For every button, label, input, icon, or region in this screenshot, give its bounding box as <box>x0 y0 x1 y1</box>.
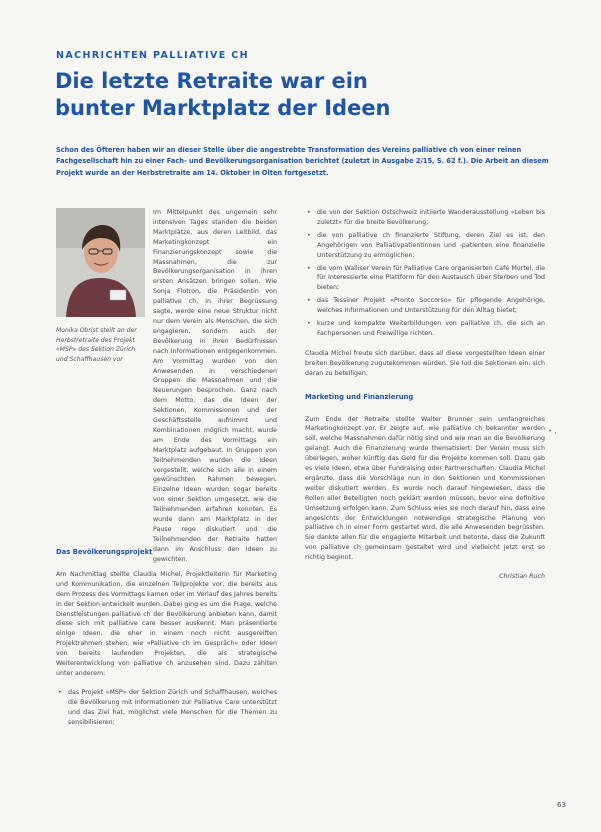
left-column-body <box>56 548 277 738</box>
list-item: • die von palliative ch finanzierte Stiftung, deren Ziel es ist, den Angehörigen von Palliativpatientinnen und -patienten eine finanzielle Unterstützung zu ermöglichen; <box>305 231 545 261</box>
list-item: • das Tessiner Projekt «Pronto Soccorso» für pflegende Angehörige, welches Informationen und Unterstützung für den Alltag bietet; <box>305 296 545 316</box>
margin-mark: • , <box>548 427 557 435</box>
list-item: • das Projekt «MSP» der Sektion Zürich und Schaffhausen, welches die Bevölkerung mit Informationen zur Palliative Care unterstützt und das Ziel hat, möglichst viele Menschen für die Themen zu sensibilisieren; <box>56 688 277 728</box>
author-signature: Christian Ruch <box>499 573 545 581</box>
list-item: • die vom Walliser Verein für Palliative Care organisierten Café Mortel, die für Interessierte eine Plattform für den Austausch über Sterben und Tod bieten; <box>305 264 545 294</box>
list-item: • kurze und kompakte Weiterbildungen von palliative ch, die sich an Fachpersonen und Freiwillige richten. <box>305 319 545 339</box>
portrait-photo <box>56 208 145 317</box>
left-column-intro <box>153 208 277 574</box>
section-kicker: NACHRICHTEN PALLIATIVE CH <box>56 50 250 61</box>
right-column <box>305 208 545 582</box>
bevoelkerungsprojekt-paragraph: Am Nachmittag stellte Claudia Michel, Projektleiterin für Marketing und Kommunikation, die einzelnen Teilprojekte vor, die bereits aus dem Prozess des Vormittags kamen oder im Verlauf des Jahres bereits in der Sektion entwickelt wurden. Dabei ging es um die Frage, welche Dienstleistungen palliative ch der Bevölkerung anbieten kann, damit diese sich mit palliative care besser auskennt. Man präsentierte einige Ideen, die eher in einem noch nicht ausgereiften Projektrahmen stehen, wie «Palliative ch im Gespräch» oder Ideen von bereits laufenden Projekten, die als strategische Weiterentwicklung von palliative ch anzusehen sind. Dazu zählten unter anderem: <box>56 570 277 677</box>
article-title <box>55 68 475 122</box>
section-heading-bevoelkerungsprojekt: Das Bevölkerungsprojekt <box>56 548 153 556</box>
intro-paragraph: Im Mittelpunkt des ungemein sehr intensiven Tages standen die beiden Marktplätze, aus deren Leitbild, das Marketingkonzept ein Finanzierungskonzept sowie die Massnahmen, die zur Bevölkerungsorganisation in ihren ersten Ansätzen bringen sollen. Wie Sonja Flotron, die Präsidentin von palliative ch, in ihrer Begrüssung sagte, werde eine neue Struktur nicht nur dem Verein als Menschen, die sich engagieren, sondern auch der Bevölkerung in ihren Bedürfnissen nach Informationen entgegenkommen. Am Vormittag wurden von den Anwesenden in verschiedenen Gruppen die Massnahmen und die Neuerungen besprochen. Ganz nach dem Motto, das die Ideen der Sektionen, Kommissionen und der Geschäftsstelle aufnimmt und Kombinationen möglich macht, wurde am Ende des Vormittags ein Marktplatz aufgebaut. In Gruppen von Teilnehmenden wurden die Ideen vorgestellt, welche sich alle in einem gewünschten Rahmen bewegen. Einzelne Ideen wurden sogar bereits von einer Sektion umgesetzt, wie die Teilnehmenden erfahren konnten. Es wurde dann am Marktplatz in der Pause rege diskutiert und die Teilnehmenden der Retraite hatten dann im Anschluss den Ideen zu gewichten. <box>153 209 277 563</box>
list-item: • die von der Sektion Ostschweiz initiierte Wanderausstellung «Leben bis zuletzt» für die breite Bevölkerung; <box>305 208 545 228</box>
page-number: 63 <box>557 801 566 809</box>
section-heading-marketing: Marketing und Finanzierung <box>305 392 414 401</box>
lead-paragraph: Schon des Öfteren haben wir an dieser Stelle über die angestrebte Transformation des Vereins palliative ch von einer reinen Fachgesellschaft hin zu einer Fach- und Bevölkerungsorganisation berichtet (zuletzt in Ausgabe 2/15, S. 62 f.). Die Arbeit an diesem Projekt wurde an der Herbstretraite am 14. Oktober in Olten fortgesetzt. <box>56 146 549 177</box>
marketing-paragraph: Zum Ende der Retraite stellte Walter Brunner sein umfangreiches Marketingkonzept vor. Er zeigte auf, wie palliative ch bekannter werden soll, welche Massnahmen dafür nötig sind und wie man an die Bevölkerung gelangt. Auch die Finanzierung wurde thematisiert: Der Verein muss sich überlegen, woher künftig das Geld für die Projekte kommen soll. Dazu gab es viele Ideen, etwa über Fundraising oder Partnerschaften. Claudia Michel ergänzte, dass die Vorschläge nun in den Sektionen und Kommissionen weiter diskutiert werden. Es wurde noch darauf hingewiesen, dass die Rollen aller Beteiligten noch geklärt werden müssen, bevor eine definitive Umsetzung erfolgen kann. Zum Schluss wies sie noch darauf hin, dass eine angesichts der Entwicklungen notwendige strategische Planung von palliative ch in einer Form gestartet wird, die alle Anwesenden begrüssten. Sie dankte allen für die engagierte Mitarbeit und betonte, dass die Zukunft von palliative ch gemeinsam gestaltet wird und vielleicht jetzt erst so richtig beginnt. <box>305 415 545 562</box>
portrait-illustration <box>56 208 145 317</box>
claudia-paragraph: Claudia Michel freute sich darüber, dass all diese vorgestellten Ideen einer breiten Bevölkerung zugutekommen würden. Sie lud die Sektionen ein, sich daran zu beteiligen. <box>305 349 545 377</box>
title-line-2: bunter Marktplatz der Ideen <box>55 96 391 120</box>
right-bullet-list <box>305 208 545 339</box>
title-line-1: Die letzte Retraite war ein <box>55 69 368 93</box>
photo-caption: Monika Obrist stellt an der Herbstretraite des Projekt «MSP» des Sektion Zürich und Schaffhausen vor <box>56 327 137 363</box>
left-bullet-list <box>56 688 277 728</box>
